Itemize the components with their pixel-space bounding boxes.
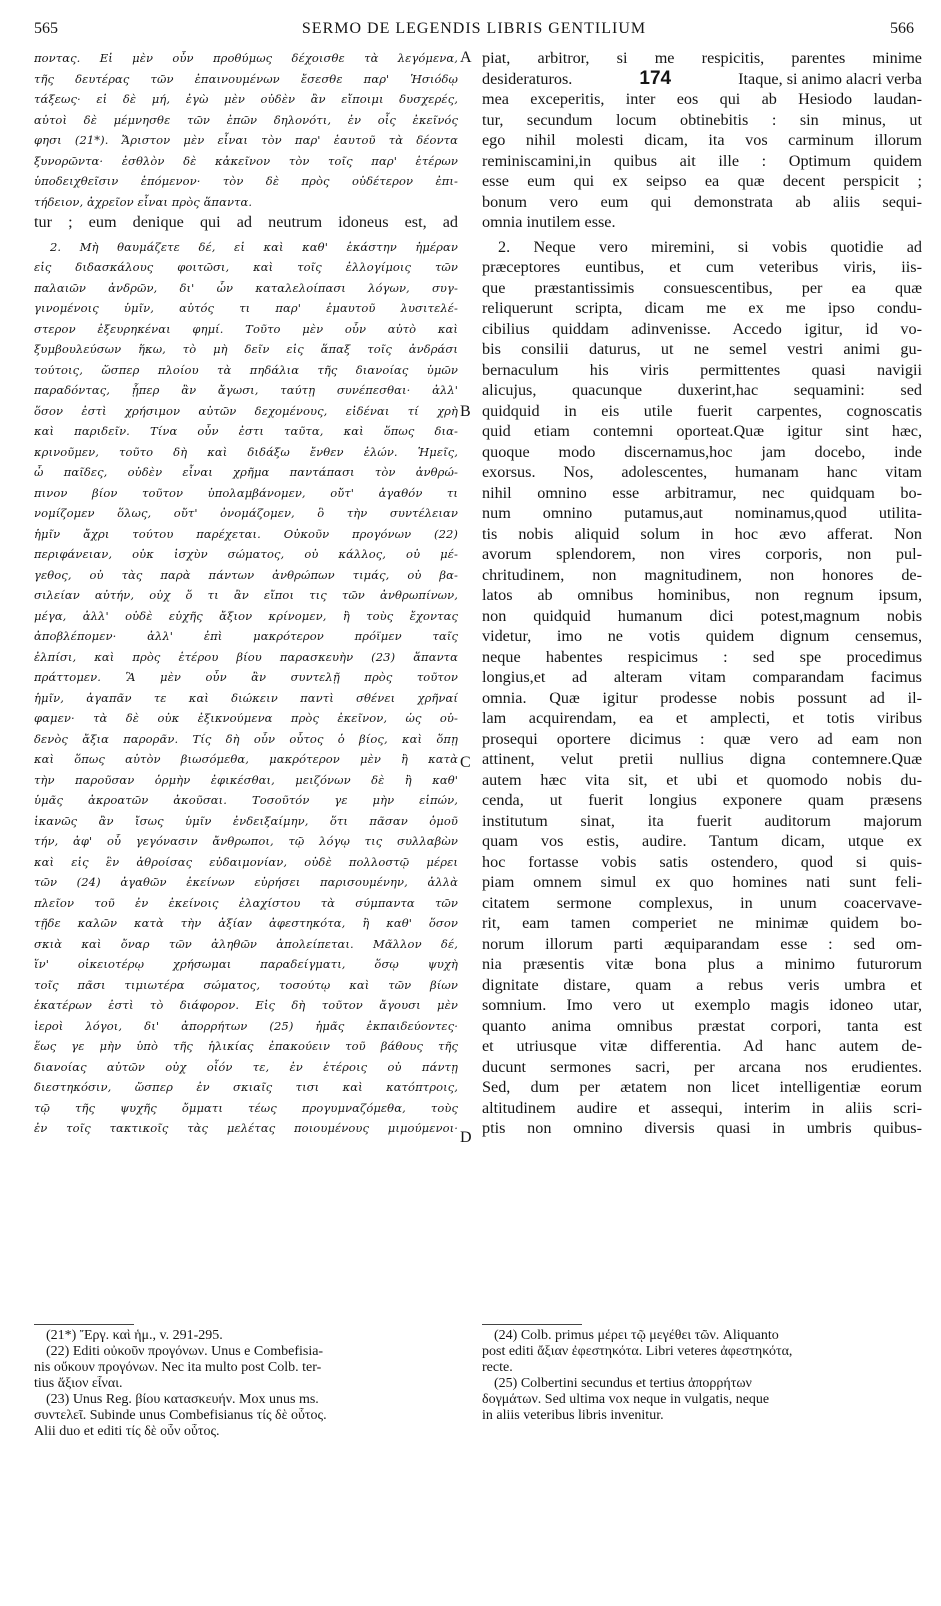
- latin-text-line: longius,et ad alteram vitam comparandam facimus: [482, 668, 922, 686]
- latin-text-line: que præstantissimis consuescentibus, per ea quæ: [482, 278, 922, 297]
- greek-text-line: τάξεως· εἰ δὲ μή, ἐγὼ μὲν οὐδὲν ἂν εἴποιμι δυσχερές,: [34, 92, 458, 106]
- greek-text-line: εἰς διδασκάλους φοιτῶσι, καὶ τοῖς ἐλλογίμοις τῶν: [34, 260, 458, 274]
- greek-text-line: τῇδε καλῶν κατὰ τὴν ἀξίαν ἀφεστηκότα, ἢ καθ' ὅσον: [34, 916, 458, 930]
- latin-text-line: alicujus, quacunque duxerint,hac sequamini: sed: [482, 381, 922, 399]
- margin-letter-d: D: [460, 1129, 472, 1146]
- greek-text-line: ἱεροὶ λόγοι, δι' ἀπορρήτων (25) ἡμᾶς ἐκπαιδεύοντες·: [34, 1018, 458, 1033]
- latin-text-line: rit, eam tamen comperiet ne minimæ quidem bo-: [482, 914, 922, 932]
- latin-text-line: lam acquirendam, ea et amplecti, et totis viribus: [482, 709, 922, 727]
- greek-column: [34, 48, 458, 1139]
- latin-text-line: esse eum qui ex seipso ea quæ decent perspicit ;: [482, 172, 922, 190]
- latin-text-line: quanto anima omnibus præstat corpori, tanta est: [482, 1016, 922, 1035]
- footnote-line: in aliis veteribus libris invenitur.: [482, 1408, 664, 1423]
- greek-text-line: περιφάνειαν, οὐκ ἰσχὺν σώματος, οὐ κάλλος, οὐ μέ-: [34, 547, 458, 561]
- latin-text-line: omnia. Quæ igitur prodesse nobis possunt ad il-: [482, 688, 922, 707]
- footnote-line: δογμάτων. Sed ultima vox neque in vulgatis, neque: [482, 1392, 770, 1407]
- greek-text-line: σκιὰ καὶ ὄναρ τῶν ἀληθῶν ἀπολείπεται. Μᾶλλον δέ,: [34, 936, 458, 951]
- greek-text-line: ἡμῖν, ἀγαπᾶν τε καὶ διώκειν παντὶ σθένει χρῆναί: [34, 690, 458, 705]
- greek-text-line: ἵν' οἰκειοτέρῳ χρήσωμαι παραδείγματι, ὅσῳ ψυχὴ: [34, 957, 458, 971]
- footnotes-left: [34, 1328, 458, 1440]
- footnotes-right: [482, 1328, 922, 1424]
- latin-text-line: mea exceperitis, inter eos qui ab Hesiodo laudan-: [482, 90, 922, 108]
- latin-text-line: citatem sermone complexus, in unum coacervave-: [482, 893, 922, 912]
- latin-text-line: chritudinem, non magnitudinem, non honores de-: [482, 565, 922, 584]
- latin-text-line: neque habentes respicimus : sed spe procedimus: [482, 647, 922, 666]
- footnote-line: (24) Colb. primus μέρει τῷ μεγέθει τῶν. Aliquanto: [494, 1328, 779, 1343]
- greek-text-line: κρινοῦμεν, τοῦτο δὴ καὶ διδάξω ἔνθεν ἑλών. Ἡμεῖς,: [34, 444, 458, 459]
- greek-text-line: ὦ παῖδες, οὐδὲν εἶναι χρῆμα παντάπασι τὸν ἀνθρώ-: [34, 465, 458, 479]
- margin-letter-c: C: [460, 754, 471, 771]
- footnote-line: (25) Colbertini secundus et tertius ἀπορρήτων: [494, 1376, 752, 1391]
- page-number-left: 565: [34, 20, 58, 37]
- greek-text-line: τήδειον, ἀχρεῖον εἶναι πρὸς ἅπαντα.: [34, 194, 253, 209]
- footnote-line: tius ἄξιον εἶναι.: [34, 1376, 123, 1391]
- latin-text-line: præceptores euntibus, et cum veteribus viris, iis-: [482, 258, 922, 276]
- greek-text-line: τῷ τῆς ψυχῆς ὄμματι τέως προγυμναζόμεθα, τοὺς: [34, 1100, 458, 1115]
- greek-text-line: φαμεν· τὰ δὲ οὐκ ἐξικνούμενα πρὸς ἐκεῖνον, ὡς οὐ-: [34, 711, 458, 725]
- latin-text-line: quoque modo discernamus,hoc jam docebo, inde: [482, 442, 922, 461]
- latin-text-line: ducunt sermones sacri, per arcana nos erudientes.: [482, 1057, 922, 1076]
- greek-text-line: ἑκατέρων ἐστὶ τὸ διάφορον. Εἰς δὴ τοῦτον ἄγουσι μὲν: [34, 998, 458, 1012]
- latin-text-line: tis nobis aliquid solum in hoc ævo afferat. Non: [482, 524, 922, 543]
- greek-text-line: ἕως γε μὴν ὑπὸ τῆς ἡλικίας ἐπακούειν τοῦ βάθους τῆς: [34, 1039, 458, 1053]
- greek-text-line: αὐτοὶ δὲ μέμνησθε τῶν ἐπῶν δηλονότι, ἐν οἷς ἐκεῖνός: [34, 112, 458, 127]
- latin-text-line: quidquid in eis utile fuerit carpentes, cognoscatis: [482, 401, 922, 420]
- greek-text-line: ἀποβλέπομεν· ἀλλ' ἐπὶ μακρότερον πρόϊμεν ταῖς: [34, 629, 458, 643]
- latin-text-line: bis consilii daturus, ut ne semel vestri animi gu-: [482, 340, 922, 358]
- latin-text-line: nia præsentis vitæ bona plus a minimo futurorum: [482, 955, 922, 973]
- latin-text-line: tur, secundum locum obtinebitis : sin minus, ut: [482, 110, 922, 129]
- greek-text-line: τῆς δευτέρας τῶν ἐπαινουμένων ἔσεσθε παρ' Ἡσιόδῳ: [34, 71, 458, 86]
- latin-text-line: omnia inutilem esse.: [482, 213, 616, 231]
- greek-text-line: ἡμῖν ἄχρι τούτου παρέχεται. Οὐκοῦν προγόνων (22): [34, 526, 458, 541]
- latin-text-line: altitudinem audire et assequi, interim in aliis scri-: [482, 1098, 922, 1117]
- latin-text-line: non quidquid humanum dici potest,magnum nobis: [482, 606, 922, 625]
- greek-text-line: τοῖς πᾶσι τιμιωτέρα σώματος, τοσούτῳ καὶ τῶν βίων: [34, 977, 458, 992]
- latin-text-line: norum illorum parti æquiparandam esse : sed om-: [482, 934, 922, 953]
- latin-text-line: bonum vero eum qui demonstrata ab aliis sequi-: [482, 192, 922, 211]
- footnote-rule-right: [482, 1324, 582, 1325]
- latin-text-fragment: Itaque, si animo alacri verba: [738, 69, 922, 88]
- latin-text-line: piam omnem simul ex quo homines nati sunt feli-: [482, 873, 922, 891]
- latin-text-line: num omnino putamus,aut nominamus,quod utilita-: [482, 504, 922, 522]
- greek-text-line: γινομένοις ὑμῖν, αὐτός τι παρ' ἐμαυτοῦ λυσιτελέ-: [34, 301, 458, 315]
- greek-text-line: στερον ἐξευρηκέναι φημί. Τοῦτο μὲν οὖν αὐτὸ καὶ: [34, 321, 458, 336]
- latin-text-fragment: desideraturos.: [482, 69, 573, 88]
- greek-text-line: τὴν παροῦσαν ὁρμὴν ἐφικέσθαι, μειζόνων δὲ ἢ καθ': [34, 772, 458, 787]
- latin-text-line: Sed, dum per ætatem non licet intelligentiæ eorum: [482, 1078, 922, 1096]
- greek-text-line: σιλείαν αὐτήν, οὐχ ὅ τι ἂν εἴποι τις τῶν ἀνθρωπίνων,: [34, 588, 458, 602]
- section-number: 174: [639, 68, 672, 89]
- greek-text-line: ποντας. Εἰ μὲν οὖν προθύμως δέχοισθε τὰ λεγόμενα,: [34, 51, 458, 65]
- margin-letter-b: B: [460, 403, 471, 420]
- footnote-rule-left: [34, 1324, 134, 1325]
- latin-text-line: attinent, velut pretii nullius digna contemnere.Quæ: [482, 750, 922, 768]
- greek-text-line: καὶ εἰς ἓν ἀθροίσας εὐδαιμονίαν, οὐδὲ πολλοστῷ μέρει: [34, 854, 458, 869]
- latin-text-line: hoc fortasse vobis satis ostendero, quod si quis-: [482, 852, 922, 871]
- latin-text-line: cenda, ut fuerit longius exponere quam præsens: [482, 791, 922, 809]
- latin-text-line: somnium. Imo vero ut exemplo magis idoneo utar,: [482, 996, 922, 1014]
- greek-text-line: νομίζομεν ὅλως, οὔτ' ὀνομάζομεν, ὃ τὴν συντέλειαν: [34, 506, 458, 520]
- latin-text-line: prosequi oportere dicimus : quæ vero ad eam non: [482, 729, 922, 748]
- greek-text-line: γεθος, οὐ τὰς παρὰ πάντων ἀνθρώπων τιμάς, οὐ βα-: [34, 567, 458, 582]
- page-number-right: 566: [890, 20, 914, 37]
- latin-text-line: 2. Neque vero miremini, si vobis quotidie ad: [498, 237, 922, 256]
- running-header: [34, 20, 914, 44]
- greek-text-line: διεστηκόσιν, ὥσπερ ἐν σκιαῖς τισι καὶ κατόπτροις,: [34, 1080, 458, 1094]
- footnote-line: συντελεῖ. Subinde unus Combefisianus τίς δὲ οὗτος.: [34, 1408, 327, 1423]
- latin-text-line: videtur, imo ne votis quidem dignum censemus,: [482, 627, 922, 645]
- latin-text-line: cibilius quiddam adinvenisse. Accedo igitur, id vo-: [482, 319, 922, 338]
- latin-text-line: dignitate distare, quam a rebus veris umbra et: [482, 975, 922, 994]
- latin-column: [482, 48, 922, 1139]
- greek-text-line: ξυνορῶντα· ἐσθλὸν δὲ κἀκεῖνον τὸν τοῖς παρ' ἑτέρων: [34, 153, 458, 168]
- greek-text-line: τήν, ἀφ' οὗ γεγόνασιν ἄνθρωποι, τῷ λόγῳ τις συλλαβὼν: [34, 834, 458, 848]
- footnote-line: (22) Editi οὐκοῦν προγόνων. Unus e Combefisia-: [46, 1344, 324, 1359]
- greek-text-line: ἐλπίσι, καὶ πρὸς ἑτέρου βίου παρασκευὴν (23) ἅπαντα: [34, 649, 458, 664]
- latin-text-line: reminiscamini,in quibus ait ille : Optimum quidem: [482, 151, 922, 170]
- footnote-line: recte.: [482, 1360, 513, 1375]
- footnote-line: (23) Unus Reg. βίου κατασκευήν. Mox unus ms.: [46, 1392, 319, 1407]
- greek-text-line: 2. Μὴ θαυμάζετε δέ, εἰ καὶ καθ' ἑκάστην ἡμέραν: [50, 239, 458, 254]
- greek-text-line: παραδόντας, ᾗπερ ἂν ἄγωσι, ταύτῃ συνέπεσθαι· ἀλλ': [34, 383, 458, 397]
- latin-text-line: bernaculum his viris permittentes quasi navigii: [482, 360, 922, 379]
- latin-text-line: exorsus. Nos, adolescentes, humanam hanc vitam: [482, 463, 922, 481]
- footnote-line: (21*) Ἔργ. καὶ ἡμ., v. 291-295.: [46, 1328, 223, 1343]
- greek-text-line: ἐν τοῖς τακτικοῖς τὰς μελέτας ποιουμένους μιμούμενοι·: [34, 1121, 458, 1135]
- latin-text-line: quam vos estis, audire. Tantum dicam, utque ex: [482, 832, 922, 850]
- greek-text-line: ξυμβουλεύσων ἥκω, τὸ μὴ δεῖν εἰς ἅπαξ τοῖς ἀνδράσι: [34, 342, 458, 356]
- footnote-line: Alii duo et editi τίς δὲ οὖν οὗτος.: [34, 1424, 220, 1439]
- latin-text-line: et utriusque vitæ differentia. Ad hanc autem de-: [482, 1037, 922, 1055]
- greek-text-line: ἱκανῶς ἂν ἴσως ὑμῖν ἐνδειξαίμην, ὅτι πᾶσαν ὁμοῦ: [34, 813, 458, 828]
- latin-text-line: quid etiam contemni oporteat.Quæ igitur sint hæc,: [482, 422, 922, 440]
- latin-text-line: [482, 69, 922, 90]
- greek-text-line: πλεῖον τοῦ ἐν ἐκείνοις ἐλαχίστου τὰ σύμπαντα τῶν: [34, 895, 458, 910]
- footnote-line: post editi ἄξιαν ἐφεστηκότα. Libri veteres ἀφεστηκότα,: [482, 1344, 793, 1359]
- margin-letter-a: A: [460, 49, 472, 66]
- latin-text-line: nihil omnino esse arbitramur, nec quidquam bo-: [482, 483, 922, 502]
- running-title: SERMO DE LEGENDIS LIBRIS GENTILIUM: [301, 20, 647, 37]
- latin-text-line: latos ab omnibus hominibus, non regnum ipsum,: [482, 586, 922, 604]
- greek-text-line: τῶν (24) ἀγαθῶν ἐκείνων εὑρήσει παρισουμένην, ἀλλὰ: [34, 875, 458, 889]
- greek-text-line: παλαιῶν ἀνδρῶν, δι' ὧν καταλελοίπασι λόγων, συγ-: [34, 280, 458, 295]
- latin-text-line: institutum sinat, ita fuerit auditorum majorum: [482, 811, 922, 830]
- greek-text-line: τούτοις, ὥσπερ πλοίου τὰ πηδάλια τῆς διανοίας ὑμῶν: [34, 362, 458, 377]
- greek-text-line: πράττομεν. Ἃ μὲν οὖν ἂν συντελῇ πρὸς τοῦτον: [34, 670, 458, 684]
- latin-text-line: ego nihil molesti dicam, ita vos carminum illorum: [482, 131, 922, 149]
- latin-text-line: ptis non omnino diversis quasi in umbris quibus-: [482, 1119, 922, 1137]
- latin-text-line: avorum splendorem, non vires corporis, non pul-: [482, 545, 922, 563]
- greek-text-line: φησι (21*). Ἄριστον μὲν εἶναι τὸν παρ' ἑαυτοῦ τὰ δέοντα: [34, 133, 458, 147]
- greek-text-line: ὑποδειχθεῖσιν ἑπόμενον· τὸν δὲ πρὸς οὐδέτερον ἐπι-: [34, 174, 458, 188]
- greek-text-line: καὶ ὅπως αὐτὸν βιωσόμεθα, μακρότερον μὲν ἢ κατὰ: [34, 752, 458, 766]
- greek-text-line: δενὸς ἄξια παρορᾶν. Τίς δὴ οὖν οὗτος ὁ βίος, καὶ ὅπῃ: [34, 731, 458, 746]
- greek-text-line: καὶ παριδεῖν. Τίνα οὖν ἐστι ταῦτα, καὶ ὅπως δια-: [34, 424, 458, 438]
- latin-text-line: reliquerunt scripta, dicam me ex me ipso condu-: [482, 299, 922, 317]
- greek-text-line: πινον βίον τοῦτον ὑπολαμβάνομεν, οὔτ' ἀγαθόν τι: [34, 485, 458, 500]
- greek-text-line: διανοίας αὐτῶν οὐχ οἷόν τε, ἐν ἑτέροις οὐ πάντῃ: [34, 1059, 458, 1074]
- greek-text-line: ὅσον ἐστὶ χρήσιμον αὐτῶν δεχομένους, εἰδέναι τί χρὴ: [34, 403, 458, 418]
- latin-spillover-line: tur ; eum denique qui ad neutrum idoneus est, ad: [34, 213, 458, 231]
- greek-text-line: ὑμᾶς ἀκροατῶν ἀκοῦσαι. Τοσοῦτόν γε μὴν εἰπών,: [34, 793, 458, 807]
- latin-text-line: piat, arbitror, si me respicitis, parentes minime: [482, 49, 922, 67]
- greek-text-line: μέγα, ἀλλ' οὐδὲ εὐχῆς ἄξιον κρίνομεν, ἢ τοὺς ἔχοντας: [34, 608, 458, 623]
- latin-text-line: autem hæc vita sit, et ubi et quomodo nobis du-: [482, 770, 922, 789]
- footnote-line: nis οὔκουν προγόνων. Nec ita multo post Colb. ter-: [34, 1360, 322, 1375]
